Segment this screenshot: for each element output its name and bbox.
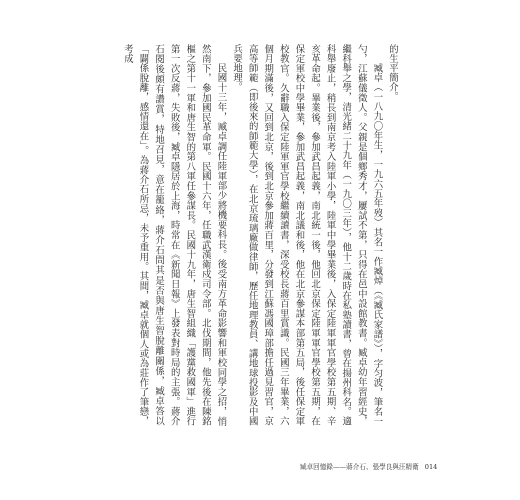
- page-number: 014: [424, 463, 438, 471]
- page-footer: [300, 461, 437, 471]
- paragraph-2: 臧卓（一八九〇年生，一九六五年歿）其名一作臧焯（《臧氏家譜》），字匀波，筆名一勺，江蘇儀徵人。父親是個鄉秀才，屢試不第，只得在邑中設館教書。臧卓幼年習經史，繼科舉之學，清光緒二十九年（一九〇三年），他十二歲時在私塾讀書，曾在揚州科名。適科舉廢止，稍長到南京考入陸軍小學，陸軍中學畢業後，入保定陸軍軍官學校第五期、辛亥革命起。畢業後，參加武昌起義，南北統一後，他回北京保定陸軍軍官學校第五期，在保定軍校中學畢業，參加武昌起義，南北議和後，他在北京參謀本部第五局，後任保定軍校教官。久辭職入保定陸軍軍官學校繼續讀書，深受校長蔣百里賞識。民國三年畢業，六個月期滿後，又回到北京，後到北京參加蔣百里，分發到江蘇馮國璋部擔任過見習官，京高等師範（即後來的師範大學），在北京琉璃廠做律師，歷任地理教員、講地球投影及中國兵要地理。: [231, 44, 383, 426]
- running-title: 臧卓回憶錄——蔣介石、張學良與汪精衛: [300, 463, 419, 471]
- paragraph-1: 的生平簡介。: [387, 44, 398, 102]
- vertical-text-block: [60, 44, 400, 436]
- paragraph-3: 民國十三年，臧卓調任陸軍部少將機要科長。後受南方革命影響和軍校同學之招，悄然南下，參加國民革命軍。民國十六年，任職武漢衛戍司令部。北伐期間，他先後在陳銘樞之第十一軍和唐生智的第八軍任參謀長。民國十九年，唐生智組織「護黨救國軍」進行第一次反蔣，失敗後，臧卓隱居於上海，時常在《新聞日報》上發表對時局的主張。蔣介石閱後頗有讚賞，特地召見，意在籠絡，蔣介石問其是否與唐生智脫離關係，臧卓答以「闢係脫離，感情還在」。為蔣介石所忌，未予重用。其間，臧卓就個人或為莊作了筆戀，考成: [121, 44, 227, 426]
